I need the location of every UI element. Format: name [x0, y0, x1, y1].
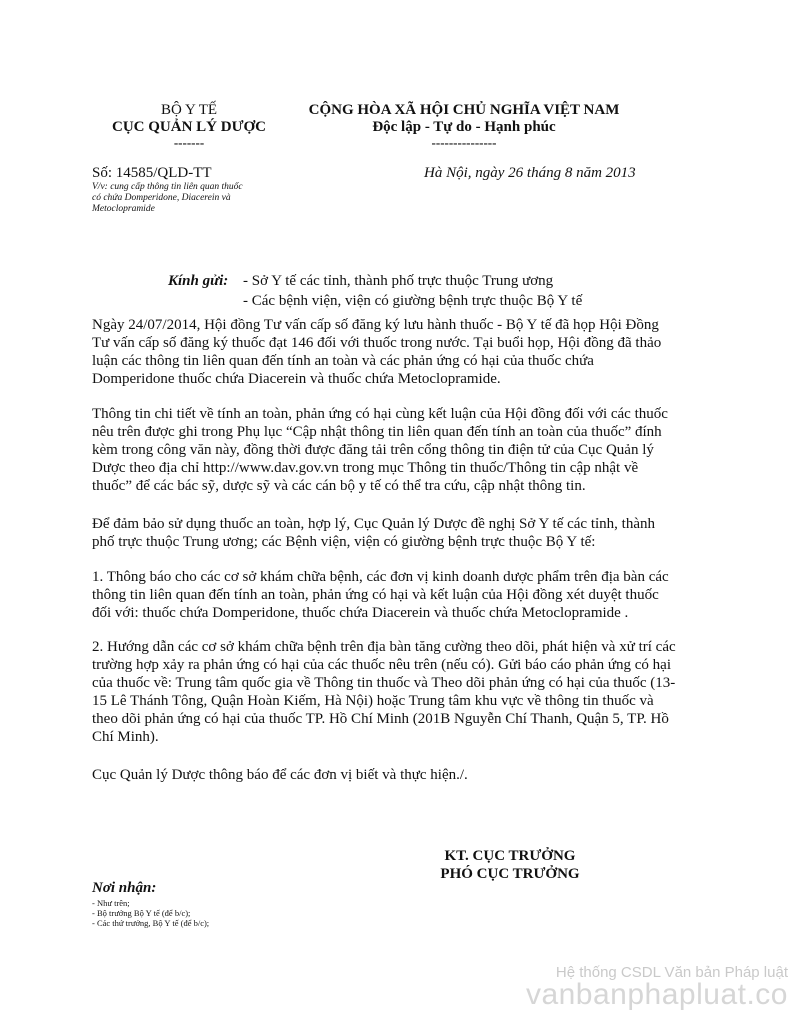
paragraph-line: trường hợp xảy ra phản ứng có hại của các thuốc nêu trên (nếu có). Gửi báo cáo phản ứng có hại [92, 657, 672, 673]
paragraph-line: phố trực thuộc Trung ương; các Bệnh viện, viện có giường bệnh trực thuộc Bộ Y tế: [92, 534, 596, 550]
paragraph-line: thuốc” để các bác sỹ, dược sỹ và các cán bộ y tế có thể tra cứu, cập nhật thông tin. [92, 478, 586, 494]
body-paragraph [92, 515, 704, 551]
paragraph-line: Để đảm bảo sử dụng thuốc an toàn, hợp lý, Cục Quản lý Dược đề nghị Sở Y tế các tỉnh, thành [92, 516, 655, 532]
recipients-list [92, 898, 209, 928]
body-paragraph [92, 316, 704, 388]
paragraph-line: Thông tin chi tiết về tính an toàn, phản ứng có hại cùng kết luận của Hội đồng đối với các thuốc [92, 406, 668, 422]
paragraph-line: Tư vấn cấp số đăng ký thuốc đạt 146 đối với thuốc trong nước. Tại buổi họp, Hội đồng đã thảo [92, 335, 662, 351]
country-name: CỘNG HÒA XÃ HỘI CHỦ NGHĨA VIỆT NAM [308, 102, 620, 118]
paragraph-line: 15 Lê Thánh Tông, Quận Hoàn Kiếm, Hà Nội) hoặc Trung tâm khu vực về thông tin thuốc và [92, 693, 654, 709]
paragraph-line: Chí Minh). [92, 729, 159, 745]
paragraph-line: thông tin liên quan đến tính an toàn, phản ứng có hại và kết luận của Hội đồng xét duyệt thuốc [92, 587, 659, 603]
national-title-block [288, 102, 640, 150]
motto-rule: --------------- [431, 135, 497, 150]
paragraph-line: Dược theo địa chỉ http://www.dav.gov.vn trong mục Thông tin thuốc/Thông tin cập nhật về [92, 460, 639, 476]
paragraph-line: của thuốc về: Trung tâm quốc gia về Thông tin thuốc và Theo dõi phản ứng có hại của thuốc (13- [92, 675, 676, 691]
paragraph-line: kèm trong công văn này, đồng thời được đăng tải trên cổng thông tin điện tử của Cục Quản lý [92, 442, 654, 458]
watermark-site: vanbanphapluat.co [525, 978, 788, 1011]
paragraph-line: 1. Thông báo cho các cơ sở khám chữa bệnh, các đơn vị kinh doanh dược phẩm trên địa bàn các [92, 569, 669, 585]
paragraph-line: theo dõi phản ứng có hại của thuốc TP. Hồ Chí Minh (201B Nguyễn Chí Thanh, Quận 5, TP. Hồ [92, 711, 669, 727]
recipient-lines [243, 271, 663, 311]
paragraph-line: nêu trên được ghi trong Phụ lục “Cập nhật thông tin liên quan đến tính an toàn của thuốc” đính [92, 424, 662, 440]
body-paragraph [92, 405, 704, 495]
agency-name: CỤC QUẢN LÝ DƯỢC [111, 119, 267, 135]
signature-block [420, 847, 600, 883]
paragraph-line: luận các thông tin liên quan đến tính an toàn và các phản ứng có hại của thuốc chứa [92, 353, 594, 369]
paragraph-line: 2. Hướng dẫn các cơ sở khám chữa bệnh trên địa bàn tăng cường theo dõi, phát hiện và xử trí các [92, 639, 676, 655]
recipient-line: - Sở Y tế các tỉnh, thành phố trực thuộc Trung ương [243, 273, 554, 289]
recipients-list-item: - Bộ trưởng Bộ Y tế (để b/c); [92, 908, 191, 918]
paragraph-line: Cục Quản lý Dược thông báo để các đơn vị biết và thực hiện./. [92, 767, 468, 783]
issuing-agency-block [84, 102, 294, 150]
body-paragraph [92, 766, 704, 784]
document-subject [92, 182, 272, 215]
subject-line: Metoclopramide [92, 204, 155, 214]
recipient-label: Kính gửi: [168, 273, 229, 289]
place-and-date: Hà Nội, ngày 26 tháng 8 năm 2013 [424, 165, 636, 181]
recipient-line: - Các bệnh viện, viện có giường bệnh trực thuộc Bộ Y tế [243, 293, 583, 309]
ministry-name: BỘ Y TẾ [160, 102, 218, 118]
agency-rule: ------- [173, 135, 205, 150]
body-paragraph [92, 638, 704, 746]
document-number: Số: 14585/QLD-TT [92, 165, 212, 181]
recipients-list-item: - Như trên; [92, 898, 130, 908]
subject-line: V/v: cung cấp thông tin liên quan thuốc [92, 182, 243, 192]
body-paragraph [92, 568, 704, 622]
recipients-list-title: Nơi nhận: [92, 880, 157, 896]
paragraph-line: Domperidone thuốc chứa Diacerein và thuốc chứa Metoclopramide. [92, 371, 501, 387]
watermark-caption: Hệ thống CSDL Văn bản Pháp luật [555, 964, 788, 981]
subject-line: có chứa Domperidone, Diacerein và [92, 193, 231, 203]
recipients-list-item: - Các thứ trưởng, Bộ Y tế (để b/c); [92, 918, 210, 928]
paragraph-line: Ngày 24/07/2014, Hội đồng Tư vấn cấp số đăng ký lưu hành thuốc - Bộ Y tế đã họp Hội Đồng [92, 317, 659, 333]
signature-title: KT. CỤC TRƯỞNG [444, 848, 576, 864]
signature-subtitle: PHÓ CỤC TRƯỞNG [440, 866, 580, 882]
motto: Độc lập - Tự do - Hạnh phúc [372, 119, 556, 135]
paragraph-line: đối với: thuốc chứa Domperidone, thuốc chứa Diacerein và thuốc chứa Metoclopramide . [92, 605, 629, 621]
